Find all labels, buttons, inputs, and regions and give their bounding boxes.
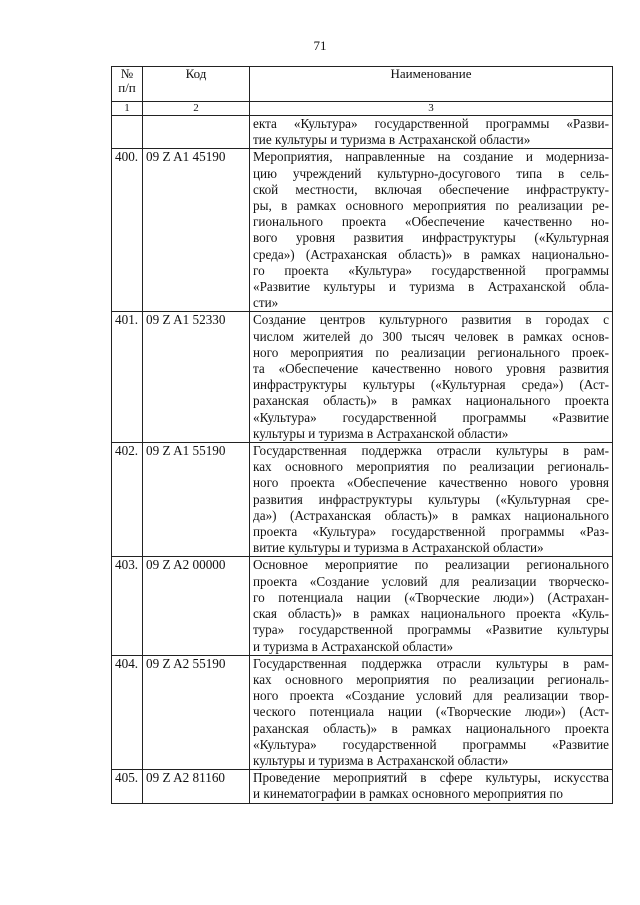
description-line: ская область)» в рамках национального проекта «Куль-	[253, 606, 609, 622]
description-line: ного мероприятия по реализации регионального проек-	[253, 344, 609, 360]
description-line: го проекта «Культура» государственной программы	[253, 262, 609, 278]
row-number: 403.	[112, 557, 143, 655]
description-line: «Культура» государственной программы «Развитие	[253, 409, 609, 425]
description-line: Основное мероприятие по реализации регионального	[253, 557, 609, 573]
description-line: ской местности, включая обеспечение инфраструкту-	[253, 181, 609, 197]
budget-classification-table	[111, 66, 613, 804]
description-line: «Развитие культуры и туризма в Астраханской обла-	[253, 279, 609, 295]
row-code: 09 Z A2 55190	[143, 655, 250, 769]
column-index-3: 3	[250, 102, 613, 116]
header-code: Код	[143, 67, 250, 102]
table-row	[112, 149, 613, 312]
description-line: развития инфраструктуры культуры («Культурная сре-	[253, 491, 609, 507]
row-number: 402.	[112, 443, 143, 557]
page-number: 71	[313, 38, 327, 53]
row-number: 404.	[112, 655, 143, 769]
column-index-row	[112, 102, 613, 116]
row-number: 401.	[112, 312, 143, 443]
description-line: инфраструктуры культуры («Культурная среда») (Аст-	[253, 377, 609, 393]
row-code: 09 Z A2 00000	[143, 557, 250, 655]
description-line: Государственная поддержка отрасли культуры в рам-	[253, 655, 609, 671]
description-line: раханская область)» в рамках национального проекта	[253, 393, 609, 409]
row-description	[250, 770, 613, 803]
description-line: культуры и туризма в Астраханской области»	[253, 425, 509, 441]
description-line: ках основного мероприятия по реализации региональ-	[253, 459, 609, 475]
row-code	[143, 116, 250, 149]
description-line: Создание центров культурного развития в городах с	[253, 312, 609, 328]
row-description	[250, 312, 613, 443]
header-name: Наименование	[250, 67, 613, 102]
row-number: 400.	[112, 149, 143, 312]
description-line: и туризма в Астраханской области»	[253, 638, 454, 654]
row-description	[250, 557, 613, 655]
header-number-symbol: №	[120, 66, 134, 81]
description-line: ческого потенциала нации («Творческие люди») (Аст-	[253, 704, 609, 720]
description-line: числом жителей до 300 тысяч человек в рамках основ-	[253, 328, 609, 344]
row-number	[112, 116, 143, 149]
description-line: цию учреждений культурно-досугового типа в сель-	[253, 165, 609, 181]
header-number-abbr: п/п	[118, 80, 136, 95]
description-line: ного проекта «Создание условий для реализации твор-	[253, 688, 609, 704]
column-index-2: 2	[143, 102, 250, 116]
row-code: 09 Z A1 52330	[143, 312, 250, 443]
description-line: ры, в рамках основного мероприятия по реализации ре-	[253, 198, 609, 214]
description-line: тура» государственной программы «Развитие культуры	[253, 622, 609, 638]
row-description	[250, 116, 613, 149]
description-line: та «Обеспечение качественно нового уровня развития	[253, 361, 609, 377]
description-line: среда») (Астраханская область)» в рамках национально-	[253, 246, 609, 262]
row-description	[250, 443, 613, 557]
description-line: вого уровня развития инфраструктуры («Культурная	[253, 230, 609, 246]
description-line: сти»	[253, 295, 279, 311]
description-line: да») (Астраханская область)» в рамках национального	[253, 507, 609, 523]
description-line: Государственная поддержка отрасли культуры в рам-	[253, 443, 609, 459]
description-line: ного проекта «Обеспечение качественно нового уровня	[253, 475, 609, 491]
description-line: культуры и туризма в Астраханской области»	[253, 752, 509, 768]
description-line: витие культуры и туризма в Астраханской области»	[253, 540, 544, 556]
column-index-1: 1	[112, 102, 143, 116]
table-row	[112, 116, 613, 149]
row-description	[250, 655, 613, 769]
row-code: 09 Z A1 45190	[143, 149, 250, 312]
description-line: тие культуры и туризма в Астраханской области»	[253, 132, 531, 148]
header-number	[112, 67, 143, 102]
description-line: екта «Культура» государственной программы «Разви-	[253, 116, 609, 131]
row-code: 09 Z A2 81160	[143, 770, 250, 803]
description-line: го потенциала нации («Творческие люди») (Астрахан-	[253, 589, 609, 605]
description-line: проекта «Культура» государственной программы «Раз-	[253, 524, 609, 540]
table-row	[112, 443, 613, 557]
description-line: ках основного мероприятия по реализации региональ-	[253, 671, 609, 687]
table-row	[112, 770, 613, 803]
row-code: 09 Z A1 55190	[143, 443, 250, 557]
table-row	[112, 312, 613, 443]
table-header-row	[112, 67, 613, 102]
description-line: Мероприятия, направленные на создание и модерниза-	[253, 149, 609, 165]
description-line: Проведение мероприятий в сфере культуры, искусства	[253, 770, 609, 786]
description-line: проекта «Создание условий для реализации творческо-	[253, 573, 609, 589]
description-line: гионального проекта «Обеспечение качественно но-	[253, 214, 609, 230]
row-number: 405.	[112, 770, 143, 803]
description-line: «Культура» государственной программы «Развитие	[253, 736, 609, 752]
table-row	[112, 557, 613, 655]
description-line: и кинематографии в рамках основного мероприятия по	[253, 786, 564, 802]
description-line: раханская область)» в рамках национального проекта	[253, 720, 609, 736]
table-row	[112, 655, 613, 769]
row-description	[250, 149, 613, 312]
